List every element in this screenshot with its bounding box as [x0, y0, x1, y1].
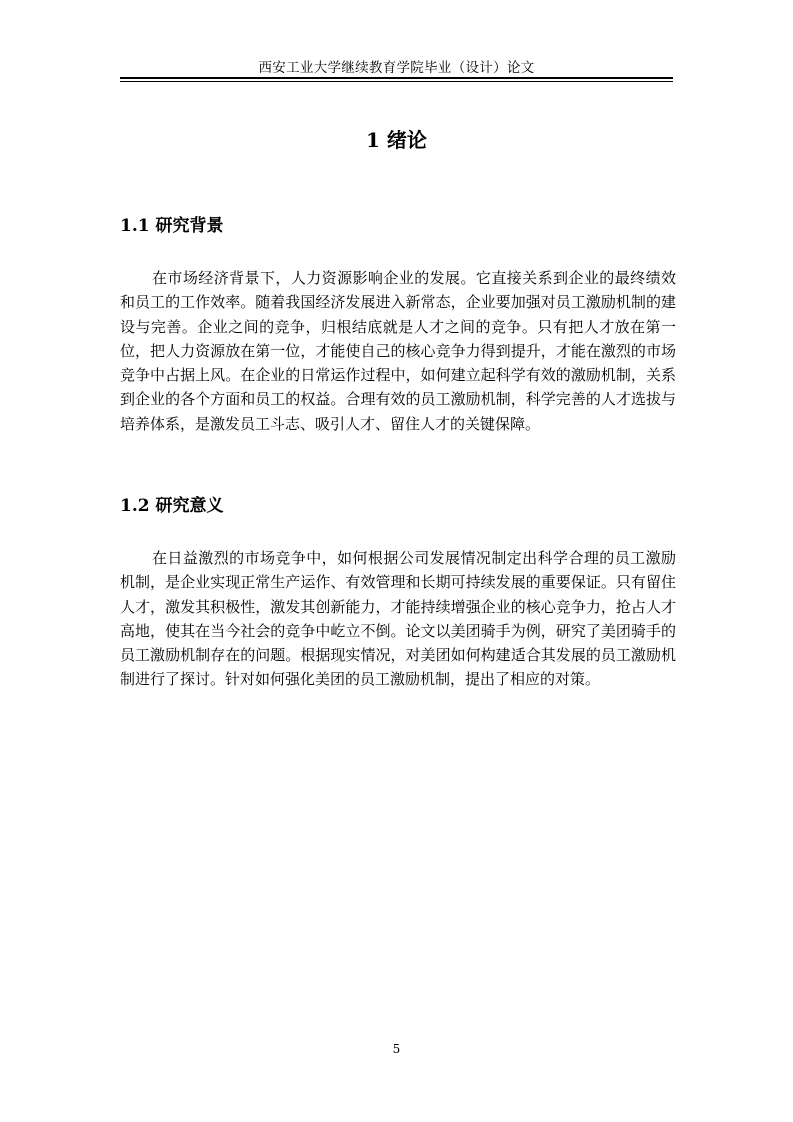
section-heading-significance: 1.2 研究意义: [120, 496, 224, 516]
section-heading-background: 1.1 研究背景: [120, 216, 224, 236]
section-paragraph-background: 在市场经济背景下，人力资源影响企业的发展。它直接关系到企业的最终绩效和员工的工作效率。随着我国经济发展进入新常态，企业要加强对员工激励机制的建设与完善。企业之间的竞争，归根结底就是人才之间的竞争。只有把人才放在第一位，把人力资源放在第一位，才能使自己的核心竞争力得到提升，才能在激烈的市场竞争中占据上风。在企业的日常运作过程中，如何建立起科学有效的激励机制，关系到企业的各个方面和员工的权益。合理有效的员工激励机制，科学完善的人才选拔与培养体系，是激发员工斗志、吸引人才、留住人才的关键保障。: [120, 269, 676, 433]
running-header: 西安工业大学继续教育学院毕业（设计）论文: [258, 60, 535, 76]
section-paragraph-significance: 在日益激烈的市场竞争中，如何根据公司发展情况制定出科学合理的员工激励机制，是企业实现正常生产运作、有效管理和长期可持续发展的重要保证。只有留住人才，激发其积极性，激发其创新能力，才能持续增强企业的核心竞争力，抢占人才高地，使其在当今社会的竞争中屹立不倒。论文以美团骑手为例，研究了美团骑手的员工激励机制存在的问题。根据现实情况，对美团如何构建适合其发展的员工激励机制进行了探讨。针对如何强化美团的员工激励机制，提出了相应的对策。: [120, 549, 676, 689]
header-rule-thin: [120, 81, 673, 82]
header-rule-thick: [120, 77, 673, 79]
page-number: 5: [392, 1042, 401, 1056]
chapter-title: 1 绪论: [366, 128, 427, 152]
